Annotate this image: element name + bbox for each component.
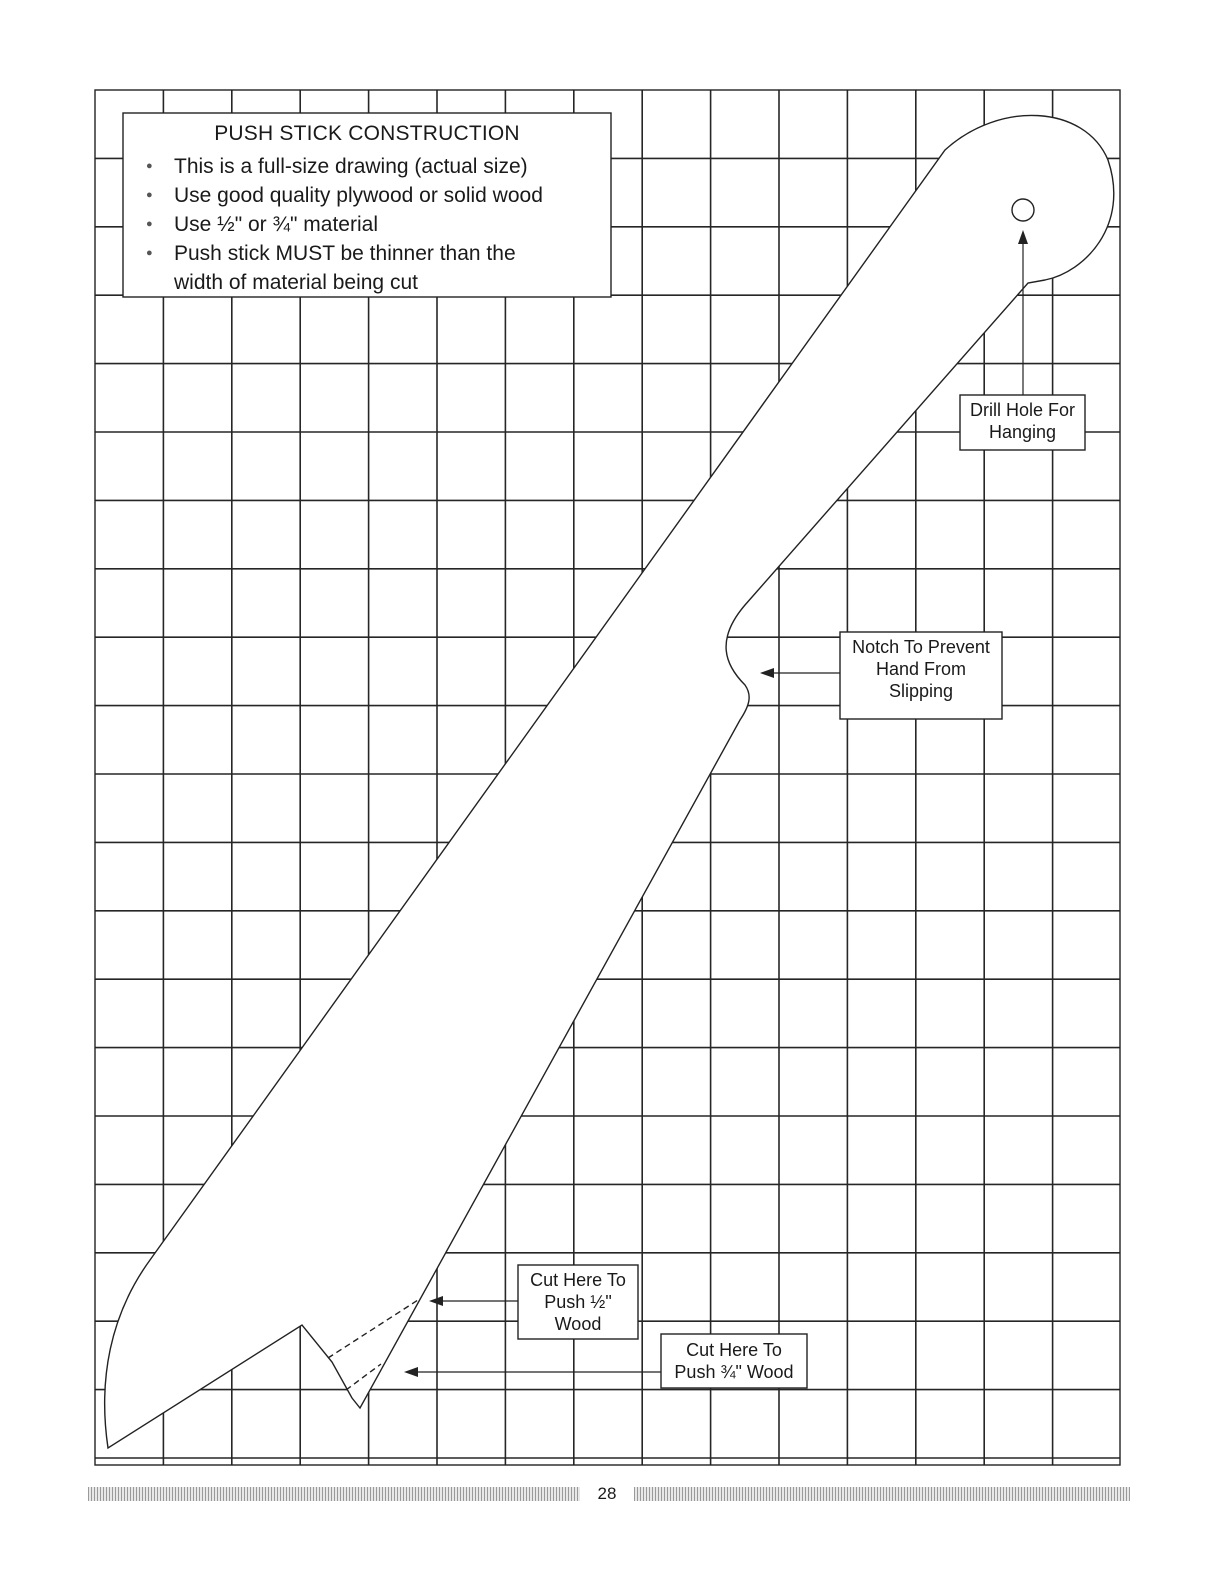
note-bullet: ● This is a full-size drawing (actual size)	[134, 152, 600, 181]
notch-label	[840, 636, 1002, 702]
callout-line: Hanging	[988, 422, 1057, 442]
callout-line: Cut Here To	[686, 1340, 782, 1360]
push-stick-outline	[105, 115, 1114, 1448]
note-bullet: ● Use ½" or ¾" material	[134, 210, 600, 239]
footer-band-right	[634, 1487, 1130, 1501]
callout-line: Hand From	[875, 659, 967, 679]
construction-notes	[124, 114, 610, 296]
notch-arrow	[760, 668, 840, 678]
cut-half-inch-label	[518, 1269, 638, 1335]
diagram-title: PUSH STICK CONSTRUCTION	[214, 122, 520, 145]
note-continuation: width of material being cut	[174, 271, 418, 294]
callout-line: Slipping	[888, 681, 954, 701]
footer-band-left	[88, 1487, 580, 1501]
note-bullet: ● Use good quality plywood or solid wood	[134, 181, 600, 210]
page-footer	[88, 1483, 1130, 1505]
callout-line: Cut Here To	[530, 1270, 626, 1290]
callout-line: Push ½"	[544, 1292, 612, 1312]
callout-line: Wood	[554, 1314, 602, 1334]
note-bullet: ● Push stick MUST be thinner than the	[134, 239, 600, 268]
callout-line: Push ¾" Wood	[674, 1362, 794, 1382]
cut-three-quarter-inch-label	[661, 1339, 807, 1383]
callout-line: Drill Hole For	[969, 400, 1075, 420]
page-number: 28	[597, 1484, 617, 1503]
drill-hole-label	[960, 399, 1085, 443]
callout-line: Notch To Prevent	[852, 637, 990, 657]
construction-notes-list	[134, 152, 600, 268]
cut-three-quarter-arrow	[404, 1367, 661, 1377]
